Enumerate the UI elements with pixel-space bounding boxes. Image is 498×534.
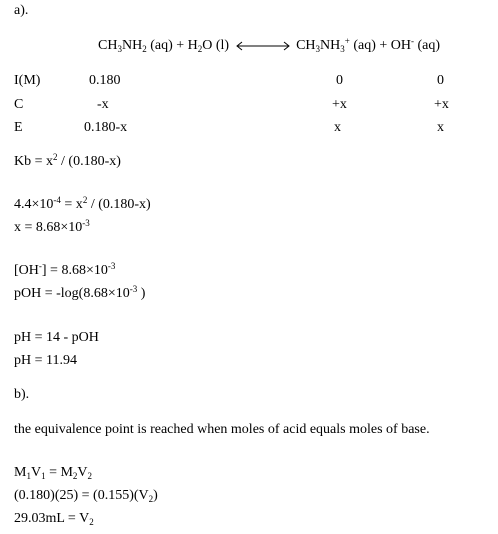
kb-expression (14, 154, 121, 170)
m2-sub: 2 (72, 471, 78, 481)
eq-right-3: (aq) + OH (349, 38, 411, 53)
oh-mid: ] = 8.68×10 (41, 263, 108, 278)
kb-val-sup2: 2 (82, 195, 88, 205)
kb-expr-pre: Kb = x (14, 154, 54, 169)
subst-pre: (0.180)(25) = (0.155)(V (14, 488, 149, 503)
kb-expr-post: / (0.180-x) (57, 154, 121, 169)
ph-value: pH = 11.94 (14, 353, 77, 368)
dilution-formula (14, 465, 92, 481)
eq-right-3-sup: - (410, 36, 414, 46)
ice-cell: 0.180-x (84, 120, 128, 135)
eq-left-1: CH (98, 38, 118, 53)
ice-row-label: I(M) (14, 73, 41, 88)
poh-pre: pOH = -log(8.68×10 (14, 286, 130, 301)
kb-value-equation (14, 197, 151, 213)
ice-row-label: C (14, 97, 24, 112)
oh-sup2: -3 (107, 261, 116, 271)
eq-left-3: (aq) + H (146, 38, 198, 53)
x-val-sup: -3 (82, 218, 90, 228)
result-sub: 2 (89, 517, 94, 527)
subst-sub: 2 (148, 494, 154, 504)
kb-val-mid: = x (60, 197, 83, 212)
v1: V (30, 465, 42, 480)
x-val-pre: x = 8.68×10 (14, 220, 83, 235)
volume-result (14, 511, 94, 527)
ice-row-label: E (14, 120, 23, 135)
eq-right-2-sup: + (344, 36, 350, 46)
eq-right-4: (aq) (413, 38, 441, 53)
eq-m2: = M (45, 465, 73, 480)
equilibrium-arrow-icon (235, 41, 291, 51)
result-pre: 29.03mL = V (14, 511, 90, 526)
eq-right-2: NH (320, 38, 341, 53)
eq-left-2: NH (121, 38, 143, 53)
poh-calculation (14, 286, 145, 302)
ph-expression: pH = 14 - pOH (14, 330, 99, 345)
equivalence-statement: the equivalence point is reached when moles of acid equals moles of base. (14, 422, 430, 437)
v1-sub: 1 (41, 471, 46, 481)
poh-sup: -3 (129, 284, 138, 294)
oh-sup1: - (38, 261, 42, 271)
v2-sub: 2 (87, 471, 93, 481)
hydroxide-concentration (14, 263, 115, 279)
v2: V (77, 465, 88, 480)
eq-left-1-sub: 3 (117, 44, 122, 54)
ice-cell: 0.180 (89, 73, 121, 88)
kb-val-post: / (0.180-x) (87, 197, 151, 212)
m1: M (14, 465, 27, 480)
x-value (14, 220, 90, 236)
subst-post: ) (153, 488, 158, 503)
ice-cell: +x (332, 97, 347, 112)
ice-cell: x (437, 120, 444, 135)
eq-right-1: CH (296, 38, 316, 53)
ice-cell: 0 (437, 73, 444, 88)
ice-cell: 0 (336, 73, 343, 88)
kb-val-sup1: -4 (53, 195, 61, 205)
kb-val-pre: 4.4×10 (14, 197, 54, 212)
ice-cell: +x (434, 97, 449, 112)
ice-cell: -x (97, 97, 109, 112)
part-a-label: a). (14, 3, 29, 18)
oh-pre: [OH (14, 263, 39, 278)
m1-sub: 1 (26, 471, 31, 481)
eq-right-2-sub: 3 (340, 44, 345, 54)
substitution (14, 488, 158, 504)
reaction-equation (98, 38, 440, 54)
part-b-label: b). (14, 387, 30, 402)
ice-cell: x (334, 120, 341, 135)
kb-expr-sup: 2 (53, 152, 58, 162)
eq-left-3-sub: 2 (197, 44, 203, 54)
eq-right-1-sub: 3 (315, 44, 321, 54)
poh-post: ) (137, 286, 146, 301)
eq-left-4: O (l) (202, 38, 230, 53)
eq-left-2-sub: 2 (142, 44, 147, 54)
